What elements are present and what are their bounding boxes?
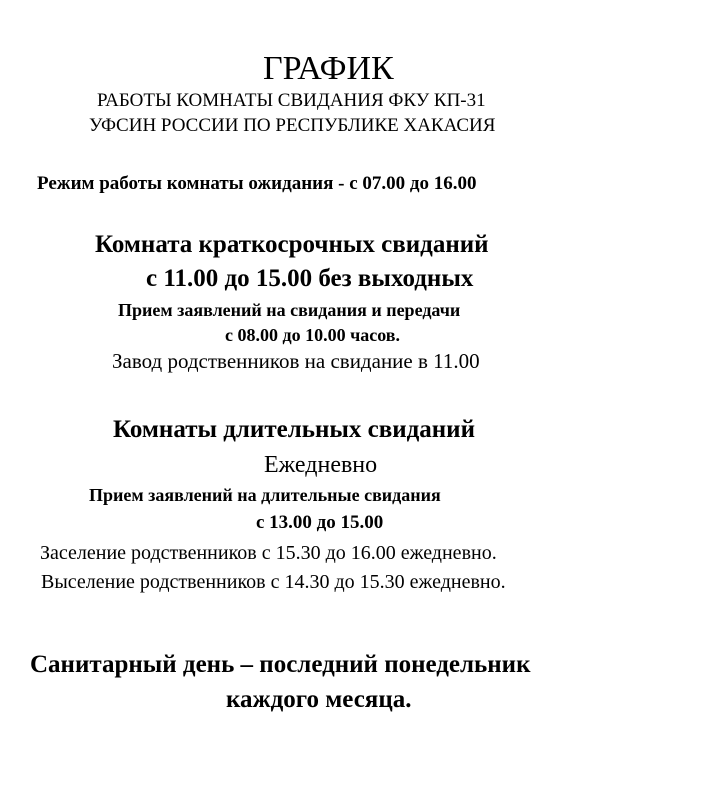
long-visits-schedule: Ежедневно bbox=[264, 452, 378, 478]
long-visits-heading: Комнаты длительных свиданий bbox=[113, 416, 475, 443]
document-subtitle-line2: УФСИН РОССИИ ПО РЕСПУБЛИКЕ ХАКАСИЯ bbox=[89, 115, 496, 136]
short-visits-heading: Комната краткосрочных свиданий bbox=[95, 231, 489, 258]
short-visits-hours: с 11.00 до 15.00 без выходных bbox=[146, 265, 474, 292]
sanitary-day-line1: Санитарный день – последний понедельник bbox=[30, 651, 531, 678]
sanitary-day-line2: каждого месяца. bbox=[226, 686, 412, 713]
short-visits-applications-time: с 08.00 до 10.00 часов. bbox=[225, 325, 401, 345]
waiting-room-hours: Режим работы комнаты ожидания - с 07.00 до 16.00 bbox=[37, 173, 477, 194]
document-subtitle-line1: РАБОТЫ КОМНАТЫ СВИДАНИЯ ФКУ КП-31 bbox=[97, 90, 486, 111]
short-visits-applications: Прием заявлений на свидания и передачи bbox=[118, 300, 461, 320]
long-visits-check-in: Заселение родственников с 15.30 до 16.00 ежедневно. bbox=[40, 542, 497, 564]
document-title: ГРАФИК bbox=[263, 50, 394, 87]
long-visits-check-out: Выселение родственников с 14.30 до 15.30 ежедневно. bbox=[41, 571, 506, 593]
long-visits-applications-time: с 13.00 до 15.00 bbox=[256, 512, 384, 533]
long-visits-applications: Прием заявлений на длительные свидания bbox=[89, 485, 441, 505]
short-visits-entry: Завод родственников на свидание в 11.00 bbox=[112, 349, 480, 373]
